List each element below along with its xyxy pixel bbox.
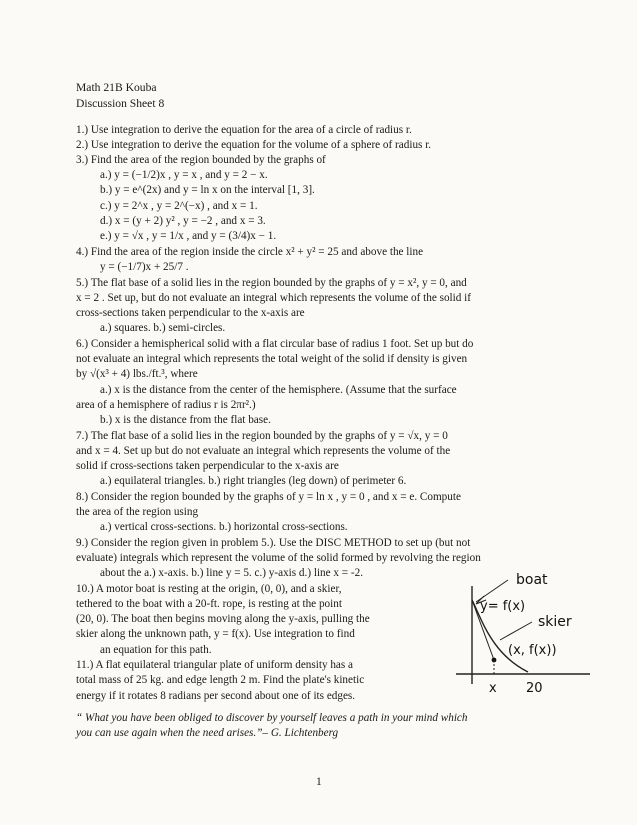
problem-1: 1.) Use integration to derive the equation for the area of a circle of radius r. (76, 124, 412, 136)
problem-4: 4.) Find the area of the region inside the circle x² + y² = 25 and above the line (76, 246, 424, 258)
skier-path-diagram (448, 566, 594, 698)
problem-3: 3.) Find the area of the region bounded by the graphs of (76, 154, 326, 166)
problem-10-line5: an equation for this path. (100, 644, 212, 656)
problem-5-line2: x = 2 . Set up, but do not evaluate an integral which represents the volume of the solid if (76, 292, 471, 304)
quote-line1: “ What you have been obliged to discover by yourself leaves a path in your mind which (76, 712, 468, 724)
problem-9-parts: about the a.) x-axis. b.) line y = 5. c.) y-axis d.) line x = -2. (100, 567, 364, 579)
problem-10-line3: (20, 0). The boat then begins moving along the y-axis, pulling the (76, 613, 370, 625)
problem-6-line3: by √(x³ + 4) lbs./ft.³, where (76, 368, 198, 380)
problem-3a: a.) y = (−1/2)x , y = x , and y = 2 − x. (100, 169, 268, 181)
problem-5-parts: a.) squares. b.) semi-circles. (100, 322, 226, 334)
problem-10-line2: tethered to the boat with a 20-ft. rope, is resting at the point (76, 598, 342, 610)
problem-3e: e.) y = √x , y = 1/x , and y = (3/4)x − 1. (100, 230, 277, 242)
x-label: x (489, 681, 497, 696)
course-title: Math 21B Kouba (76, 81, 157, 94)
problem-11-line3: energy if it rotates 8 radians per second about one of its edges. (76, 690, 356, 702)
problem-8-parts: a.) vertical cross-sections. b.) horizontal cross-sections. (100, 521, 348, 533)
problem-5-line3: cross-sections taken perpendicular to the x-axis are (76, 307, 305, 319)
point-label: (x, f(x)) (508, 643, 557, 658)
problem-9: 9.) Consider the region given in problem 5.). Use the DISC METHOD to set up (but not (76, 537, 471, 549)
problem-11-line2: total mass of 25 kg. and edge length 2 m. Find the plate's kinetic (76, 674, 365, 686)
skier-label: skier (538, 614, 572, 630)
problem-7-line3: solid if cross-sections taken perpendicular to the x-axis are (76, 460, 339, 472)
curve-label: y= f(x) (480, 599, 526, 614)
problem-3c: c.) y = 2^x , y = 2^(−x) , and x = 1. (100, 200, 258, 212)
problem-8-line2: the area of the region using (76, 506, 199, 518)
problem-8: 8.) Consider the region bounded by the graphs of y = ln x , y = 0 , and x = e. Compute (76, 491, 461, 503)
skier-pointer (500, 622, 532, 640)
problem-6-line2: not evaluate an integral which represents the total weight of the solid if density is given (76, 353, 468, 365)
problem-6a: a.) x is the distance from the center of the hemisphere. (Assume that the surface (100, 384, 457, 396)
boat-label: boat (516, 572, 548, 588)
problem-6a-line2: area of a hemisphere of radius r is 2πr².) (76, 399, 256, 411)
problem-3d: d.) x = (y + 2) y² , y = −2 , and x = 3. (100, 215, 266, 227)
problem-11: 11.) A flat equilateral triangular plate of uniform density has a (76, 659, 354, 671)
problem-10: 10.) A motor boat is resting at the origin, (0, 0), and a skier, (76, 583, 342, 595)
problem-10-line4: skier along the unknown path, y = f(x). Use integration to find (76, 628, 355, 640)
problem-9-line2: evaluate) integrals which represent the volume of the solid formed by revolving the region (76, 552, 481, 564)
problem-5: 5.) The flat base of a solid lies in the region bounded by the graphs of y = x², y = 0, and (76, 277, 467, 289)
problem-2: 2.) Use integration to derive the equation for the volume of a sphere of radius r. (76, 139, 432, 151)
page-number: 1 (316, 776, 322, 788)
twenty-label: 20 (526, 681, 543, 696)
quote-line2: you can use again when the need arises.”– G. Lichtenberg (76, 727, 339, 739)
problem-6: 6.) Consider a hemispherical solid with a flat circular base of radius 1 foot. Set up but do (76, 338, 474, 350)
problem-4-line: y = (−1/7)x + 25/7 . (100, 261, 189, 273)
problem-6b: b.) x is the distance from the flat base. (100, 414, 271, 426)
problem-7-line2: and x = 4. Set up but do not evaluate an integral which represents the volume of the (76, 445, 451, 457)
problem-3b: b.) y = e^(2x) and y = ln x on the interval [1, 3]. (100, 184, 315, 196)
problem-7: 7.) The flat base of a solid lies in the region bounded by the graphs of y = √x, y = 0 (76, 430, 448, 442)
problem-7-parts: a.) equilateral triangles. b.) right triangles (leg down) of perimeter 6. (100, 475, 407, 487)
sheet-title: Discussion Sheet 8 (76, 97, 165, 110)
